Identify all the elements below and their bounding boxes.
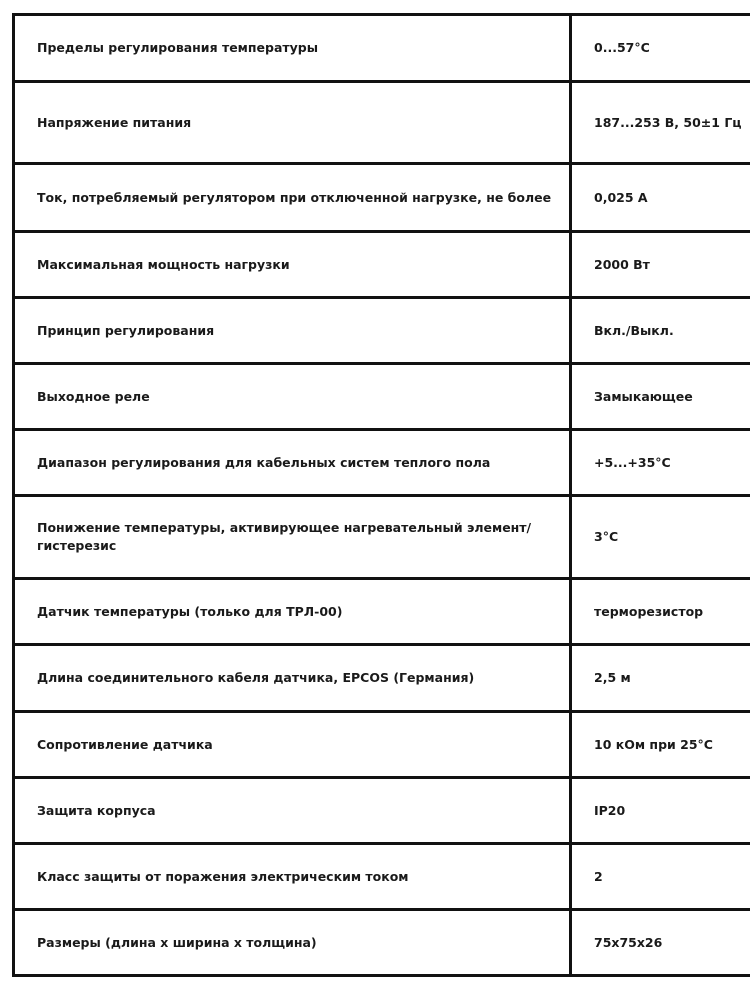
value-cell: 187...253 В, 50±1 Гц <box>571 82 750 164</box>
parameter-cell: Диапазон регулирования для кабельных систем теплого пола <box>14 430 571 496</box>
table-row <box>14 778 750 844</box>
value-cell: терморезистор <box>571 579 750 645</box>
parameter-cell: Длина соединительного кабеля датчика, EPCOS (Германия) <box>14 645 571 712</box>
value-cell: 2 <box>571 844 750 910</box>
value-cell: 3°С <box>571 496 750 579</box>
specifications-table <box>12 13 750 977</box>
table-row <box>14 164 750 232</box>
parameter-cell: Сопротивление датчика <box>14 712 571 778</box>
parameter-cell: Класс защиты от поражения электрическим током <box>14 844 571 910</box>
value-cell: 2,5 м <box>571 645 750 712</box>
value-cell: +5...+35°С <box>571 430 750 496</box>
table-row <box>14 430 750 496</box>
table-row <box>14 298 750 364</box>
value-cell: 10 кОм при 25°С <box>571 712 750 778</box>
parameter-cell: Ток, потребляемый регулятором при отключенной нагрузке, не более <box>14 164 571 232</box>
value-cell: Вкл./Выкл. <box>571 298 750 364</box>
value-cell: 75х75х26 <box>571 910 750 976</box>
parameter-cell: Пределы регулирования температуры <box>14 15 571 82</box>
parameter-cell: Принцип регулирования <box>14 298 571 364</box>
table-row <box>14 496 750 579</box>
value-cell: 0,025 А <box>571 164 750 232</box>
value-cell: 0...57°С <box>571 15 750 82</box>
parameter-cell: Напряжение питания <box>14 82 571 164</box>
value-cell: 2000 Вт <box>571 232 750 298</box>
parameter-cell: Защита корпуса <box>14 778 571 844</box>
parameter-cell: Размеры (длина х ширина х толщина) <box>14 910 571 976</box>
parameter-cell: Датчик температуры (только для ТРЛ-00) <box>14 579 571 645</box>
value-cell: IP20 <box>571 778 750 844</box>
parameter-cell: Максимальная мощность нагрузки <box>14 232 571 298</box>
table-row <box>14 712 750 778</box>
table-row <box>14 844 750 910</box>
table-row <box>14 910 750 976</box>
parameter-cell: Понижение температуры, активирующее нагревательный элемент/ гистерезис <box>14 496 571 579</box>
table-row <box>14 579 750 645</box>
table-row <box>14 232 750 298</box>
table-row <box>14 15 750 82</box>
table-row <box>14 364 750 430</box>
table-row <box>14 645 750 712</box>
value-cell: Замыкающее <box>571 364 750 430</box>
parameter-cell: Выходное реле <box>14 364 571 430</box>
table-row <box>14 82 750 164</box>
